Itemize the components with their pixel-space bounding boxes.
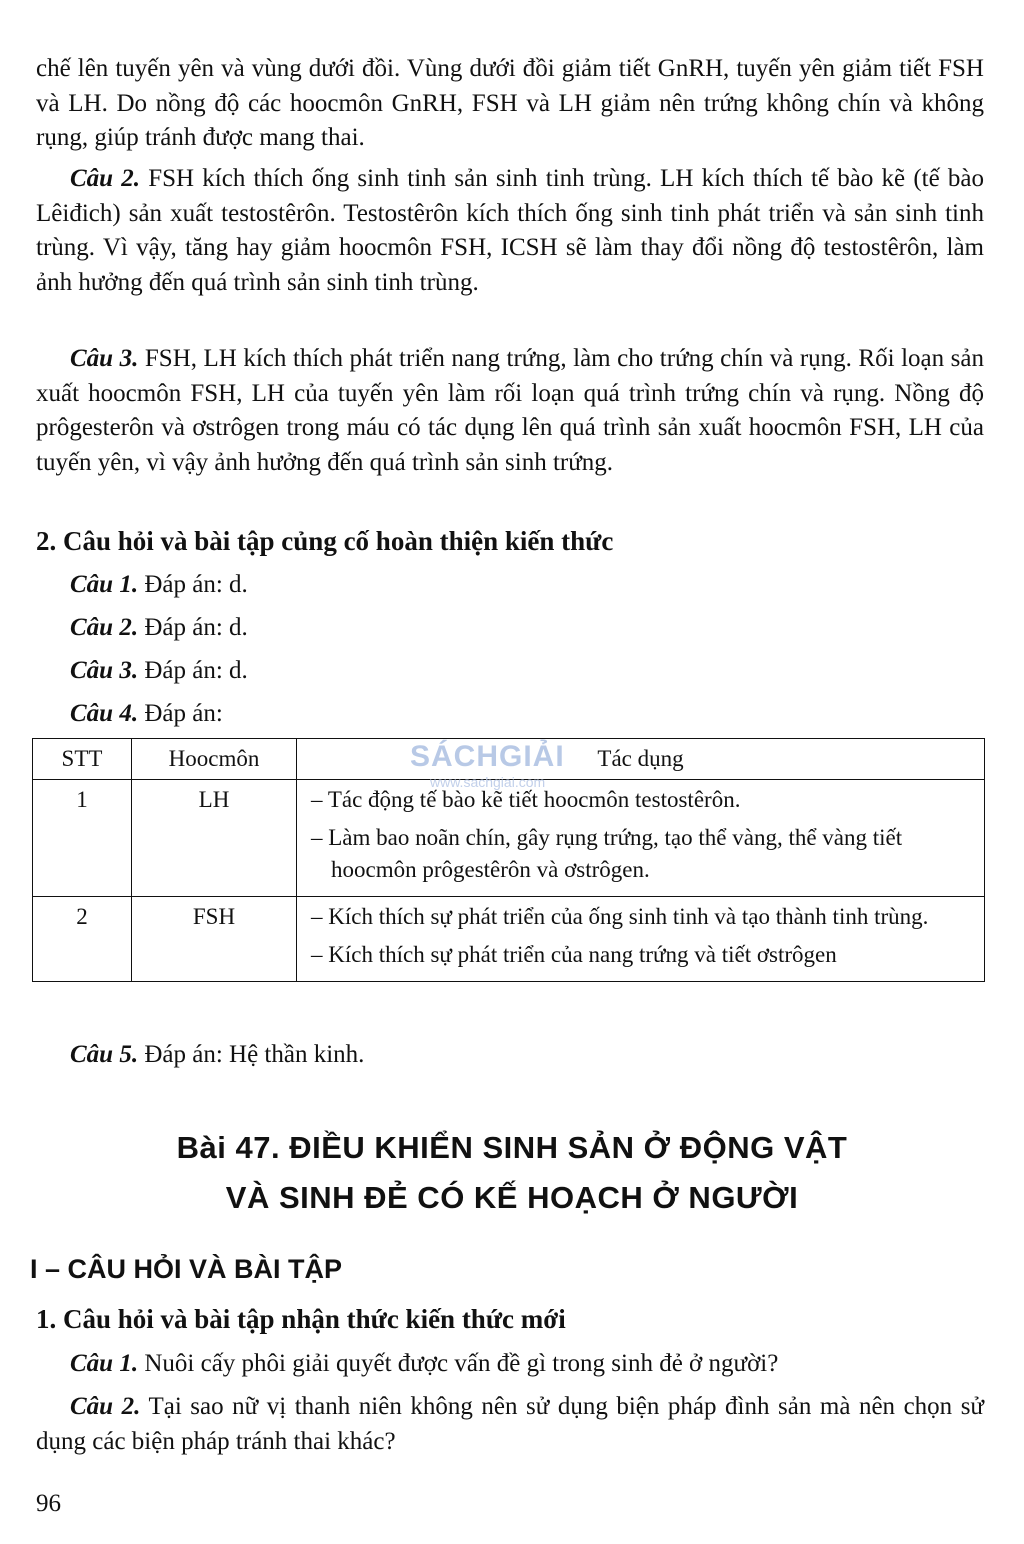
cell-stt: 1 [33, 780, 132, 897]
answer-line [70, 568, 248, 602]
cell-hormone: LH [132, 780, 297, 897]
cell-effects [297, 897, 985, 982]
question-label: Câu 2. [70, 165, 141, 192]
header-stt: STT [33, 739, 132, 780]
question-label: Câu 1. [70, 1350, 139, 1377]
cell-effects [297, 780, 985, 897]
question-label: Câu 2. [70, 614, 139, 641]
question-label: Câu 2. [70, 1393, 141, 1420]
lesson-title-line-2: VÀ SINH ĐẺ CÓ KẾ HOẠCH Ở NGƯỜI [225, 1180, 799, 1215]
question-label: Câu 1. [70, 571, 139, 598]
section-title: I – CÂU HỎI VÀ BÀI TẬP [30, 1254, 343, 1284]
cell-stt: 2 [33, 897, 132, 982]
answer-line [70, 1038, 364, 1072]
answer-text: Đáp án: Hệ thần kinh. [144, 1041, 365, 1068]
question-text: Nuôi cấy phôi giải quyết được vấn đề gì trong sinh đẻ ở người? [144, 1350, 779, 1377]
cell-hormone: FSH [132, 897, 297, 982]
answer-text: FSH, LH kích thích phát triển nang trứng, làm cho trứng chín và rụng. Rối loạn sản xuất hoocmôn FSH, LH của tuyến yên làm rối loạn quá trình trứng chín và rụng. Nồng độ prôgesterôn và ơstrôgen trong máu có tác dụng lên quá trình sản xuất hoocmôn FSH, LH của tuyến yên, vì vậy ảnh hưởng đến quá trình sản sinh trứng. [36, 345, 984, 476]
answer-text: Đáp án: d. [144, 657, 248, 684]
answer-text: FSH kích thích ống sinh tinh sản sinh tinh trùng. LH kích thích tế bào kẽ (tế bào Lêiđich) sản xuất testostêrôn. Testostêrôn kích thích ống sinh tinh phát triển và sản sinh tinh trùng. Vì vậy, tăng hay giảm hoocmôn FSH, ICSH sẽ làm thay đổi nồng độ testostêrôn, làm ảnh hưởng đến quá trình sản sinh tinh trùng. [36, 165, 984, 296]
watermark-text: SÁCHGIẢI [410, 740, 565, 773]
effect-item: – Làm bao noãn chín, gây rụng trứng, tạo thể vàng, thể vàng tiết hoocmôn prôgestêrôn và ơstrôgen. [311, 825, 903, 882]
paragraph-intro: chế lên tuyến yên và vùng dưới đồi. Vùng dưới đồi giảm tiết GnRH, tuyến yên giảm tiết FSH và LH. Do nồng độ các hoocmôn GnRH, FSH và LH giảm nên trứng không chín và không rụng, giúp tránh được mang thai. [36, 55, 984, 151]
paragraph-cau-2 [36, 162, 984, 300]
section-heading-2: 2. Câu hỏi và bài tập củng cố hoàn thiện kiến thức [36, 526, 614, 556]
header-hormone: Hoocmôn [132, 739, 297, 780]
question-label: Câu 3. [70, 345, 139, 372]
answer-text: Đáp án: [144, 700, 223, 727]
paragraph-cau-3 [36, 342, 984, 480]
effect-item: – Kích thích sự phát triển của nang trứng và tiết ơstrôgen [311, 942, 837, 967]
subsection-heading: 1. Câu hỏi và bài tập nhận thức kiến thức mới [36, 1304, 566, 1334]
question-2 [36, 1390, 984, 1459]
answer-line [70, 654, 248, 688]
lesson-title-line-1: Bài 47. ĐIỀU KHIỂN SINH SẢN Ở ĐỘNG VẬT [176, 1130, 848, 1165]
question-label: Câu 4. [70, 700, 139, 727]
table-header-row [33, 739, 985, 780]
table-row [33, 780, 985, 897]
header-effect: Tác dụng [297, 739, 985, 780]
answer-line [70, 697, 223, 731]
answer-line [70, 611, 248, 645]
effect-item: – Kích thích sự phát triển của ống sinh tinh và tạo thành tinh trùng. [311, 904, 929, 929]
question-1 [36, 1347, 984, 1382]
answer-text: Đáp án: d. [144, 614, 248, 641]
effect-item: – Tác động tế bào kẽ tiết hoocmôn testostêrôn. [311, 787, 741, 812]
page-number: 96 [36, 1490, 61, 1517]
table-row [33, 897, 985, 982]
watermark-url: www.sachgiai.com [430, 774, 546, 790]
question-label: Câu 5. [70, 1041, 139, 1068]
question-text: Tại sao nữ vị thanh niên không nên sử dụng biện pháp đình sản mà nên chọn sử dụng các biện pháp tránh thai khác? [36, 1393, 984, 1455]
question-label: Câu 3. [70, 657, 139, 684]
answer-text: Đáp án: d. [144, 571, 248, 598]
hormone-table [32, 738, 985, 982]
